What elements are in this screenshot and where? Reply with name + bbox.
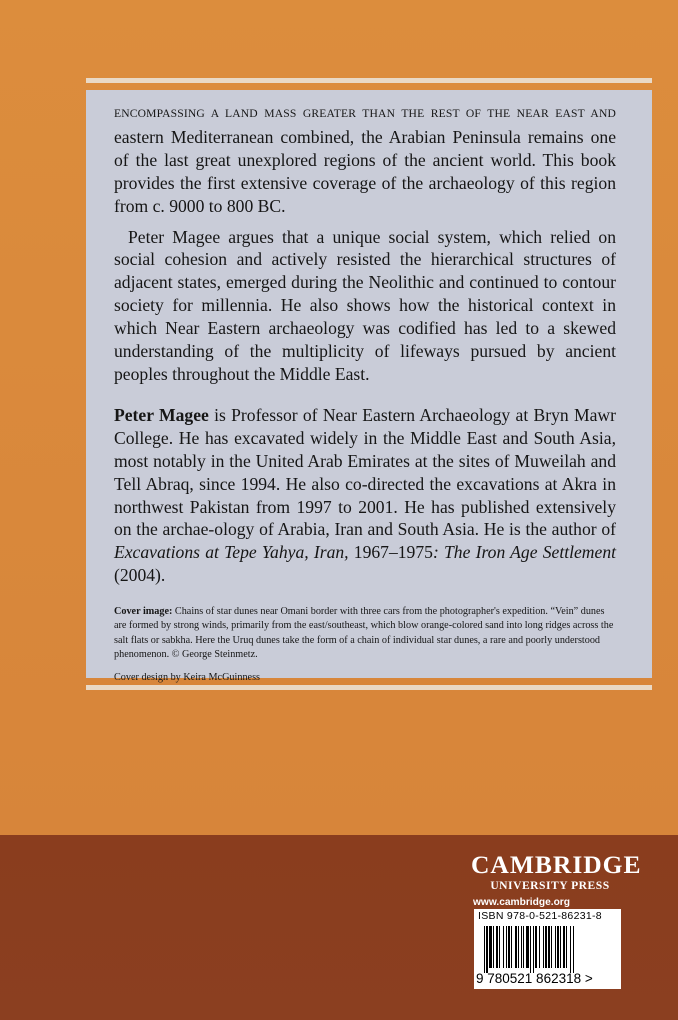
barcode-bar bbox=[526, 926, 529, 968]
blurb-paragraph-2: Peter Magee argues that a unique social system, which relied on social cohesion and actively resisted the hierarchical structures of adjacent states, emerged during the Neolithic and continued to contour society for millennia. He also shows how the historical context in which Near Eastern archaeology was codified has led to a skewed understanding of the multiplicity of lifeways pursued by ancient peoples throughout the Middle East. bbox=[114, 226, 616, 384]
barcode-bar bbox=[545, 926, 547, 968]
blurb-paragraph-1-text: eastern Mediterranean combined, the Arabian Peninsula remains one of the last great unexplored regions of the ancient world. This book provides the first extensive coverage of the archaeology of this region from c. 9000 to 800 BC. bbox=[114, 126, 616, 216]
barcode-bar bbox=[555, 926, 556, 968]
top-divider bbox=[86, 78, 652, 83]
cover-image-caption bbox=[114, 605, 616, 662]
barcode-bar bbox=[548, 926, 550, 968]
barcode-bar bbox=[543, 926, 544, 968]
publisher-logo bbox=[471, 850, 642, 912]
author-bio bbox=[114, 404, 616, 587]
barcode-bar bbox=[533, 926, 534, 973]
cover-image-label: Cover image: bbox=[114, 606, 173, 618]
barcode-digits: 9 780521 862318 > bbox=[476, 971, 593, 986]
barcode-bar bbox=[493, 926, 494, 968]
previous-book-date: (2004). bbox=[114, 565, 166, 586]
isbn-number: ISBN 978-0-521-86231-8 bbox=[478, 910, 602, 922]
previous-book-subtitle: : The Iron Age Settlement bbox=[432, 542, 616, 563]
cover-design-credit: Cover design by Keira McGuinness bbox=[114, 672, 260, 684]
blurb-small-caps-lead: ENCOMPASSING A LAND MASS GREATER THAN THE REST OF THE NEAR EAST AND bbox=[114, 107, 616, 120]
barcode-bars bbox=[484, 926, 612, 973]
cover-image-text: Chains of star dunes near Omani border with three cars from the photographer's expedition. “Vein” dunes are formed by strong winds, primarily from the east/southeast, which blow orange-colored sand into long ridges across the salt flats or sabkha. Here the Uruq dunes take the form of a chain of individual star dunes, a rare and poorly understood phenomenon. © George Steinmetz. bbox=[114, 606, 614, 661]
barcode-bar bbox=[551, 926, 552, 968]
barcode-bar bbox=[489, 926, 492, 968]
barcode-bar bbox=[566, 926, 567, 968]
publisher-website: www.cambridge.org bbox=[473, 897, 570, 908]
barcode-bar bbox=[484, 926, 485, 973]
publisher-name: CAMBRIDGE bbox=[471, 850, 642, 879]
barcode-bar bbox=[508, 926, 510, 968]
barcode-bar bbox=[530, 926, 531, 973]
barcode-bar bbox=[523, 926, 524, 968]
barcode-bar bbox=[511, 926, 512, 968]
publisher-subtitle: UNIVERSITY PRESS bbox=[490, 879, 610, 892]
barcode-bar bbox=[503, 926, 504, 968]
bottom-divider bbox=[86, 685, 652, 690]
previous-book-years: 1967–1975 bbox=[348, 542, 433, 563]
barcode-bar bbox=[539, 926, 540, 968]
barcode-bar bbox=[535, 926, 537, 968]
blurb-panel bbox=[86, 90, 652, 684]
barcode-bar bbox=[570, 926, 571, 973]
blurb-paragraph-1 bbox=[114, 100, 616, 218]
barcode-bar bbox=[557, 926, 559, 968]
barcode-bar bbox=[486, 926, 488, 973]
previous-book-title: Excavations at Tepe Yahya, Iran, bbox=[114, 542, 349, 563]
barcode-bar bbox=[496, 926, 498, 968]
barcode-bar bbox=[518, 926, 519, 968]
barcode-bar bbox=[560, 926, 561, 968]
barcode-bar bbox=[499, 926, 500, 968]
isbn-barcode bbox=[474, 909, 621, 989]
author-bio-text: is Professor of Near Eastern Archaeology at Bryn Mawr College. He has excavated widely in the Middle East and South Asia, most notably in the United Arab Emirates at the sites of Muweilah and Tell Abraq, since 1994. He also co-directed the excavations at Akra in northwest Pakistan from 1997 to 2001. He has published extensively on the archae-ology of Arabia, Iran and South Asia. He is the author of bbox=[114, 404, 616, 540]
barcode-bar bbox=[506, 926, 507, 968]
blurb-text bbox=[114, 100, 616, 686]
barcode-bar bbox=[573, 926, 574, 973]
barcode-bar bbox=[521, 926, 522, 968]
author-name: Peter Magee bbox=[114, 404, 209, 425]
barcode-bar bbox=[563, 926, 565, 968]
barcode-bar bbox=[515, 926, 517, 968]
